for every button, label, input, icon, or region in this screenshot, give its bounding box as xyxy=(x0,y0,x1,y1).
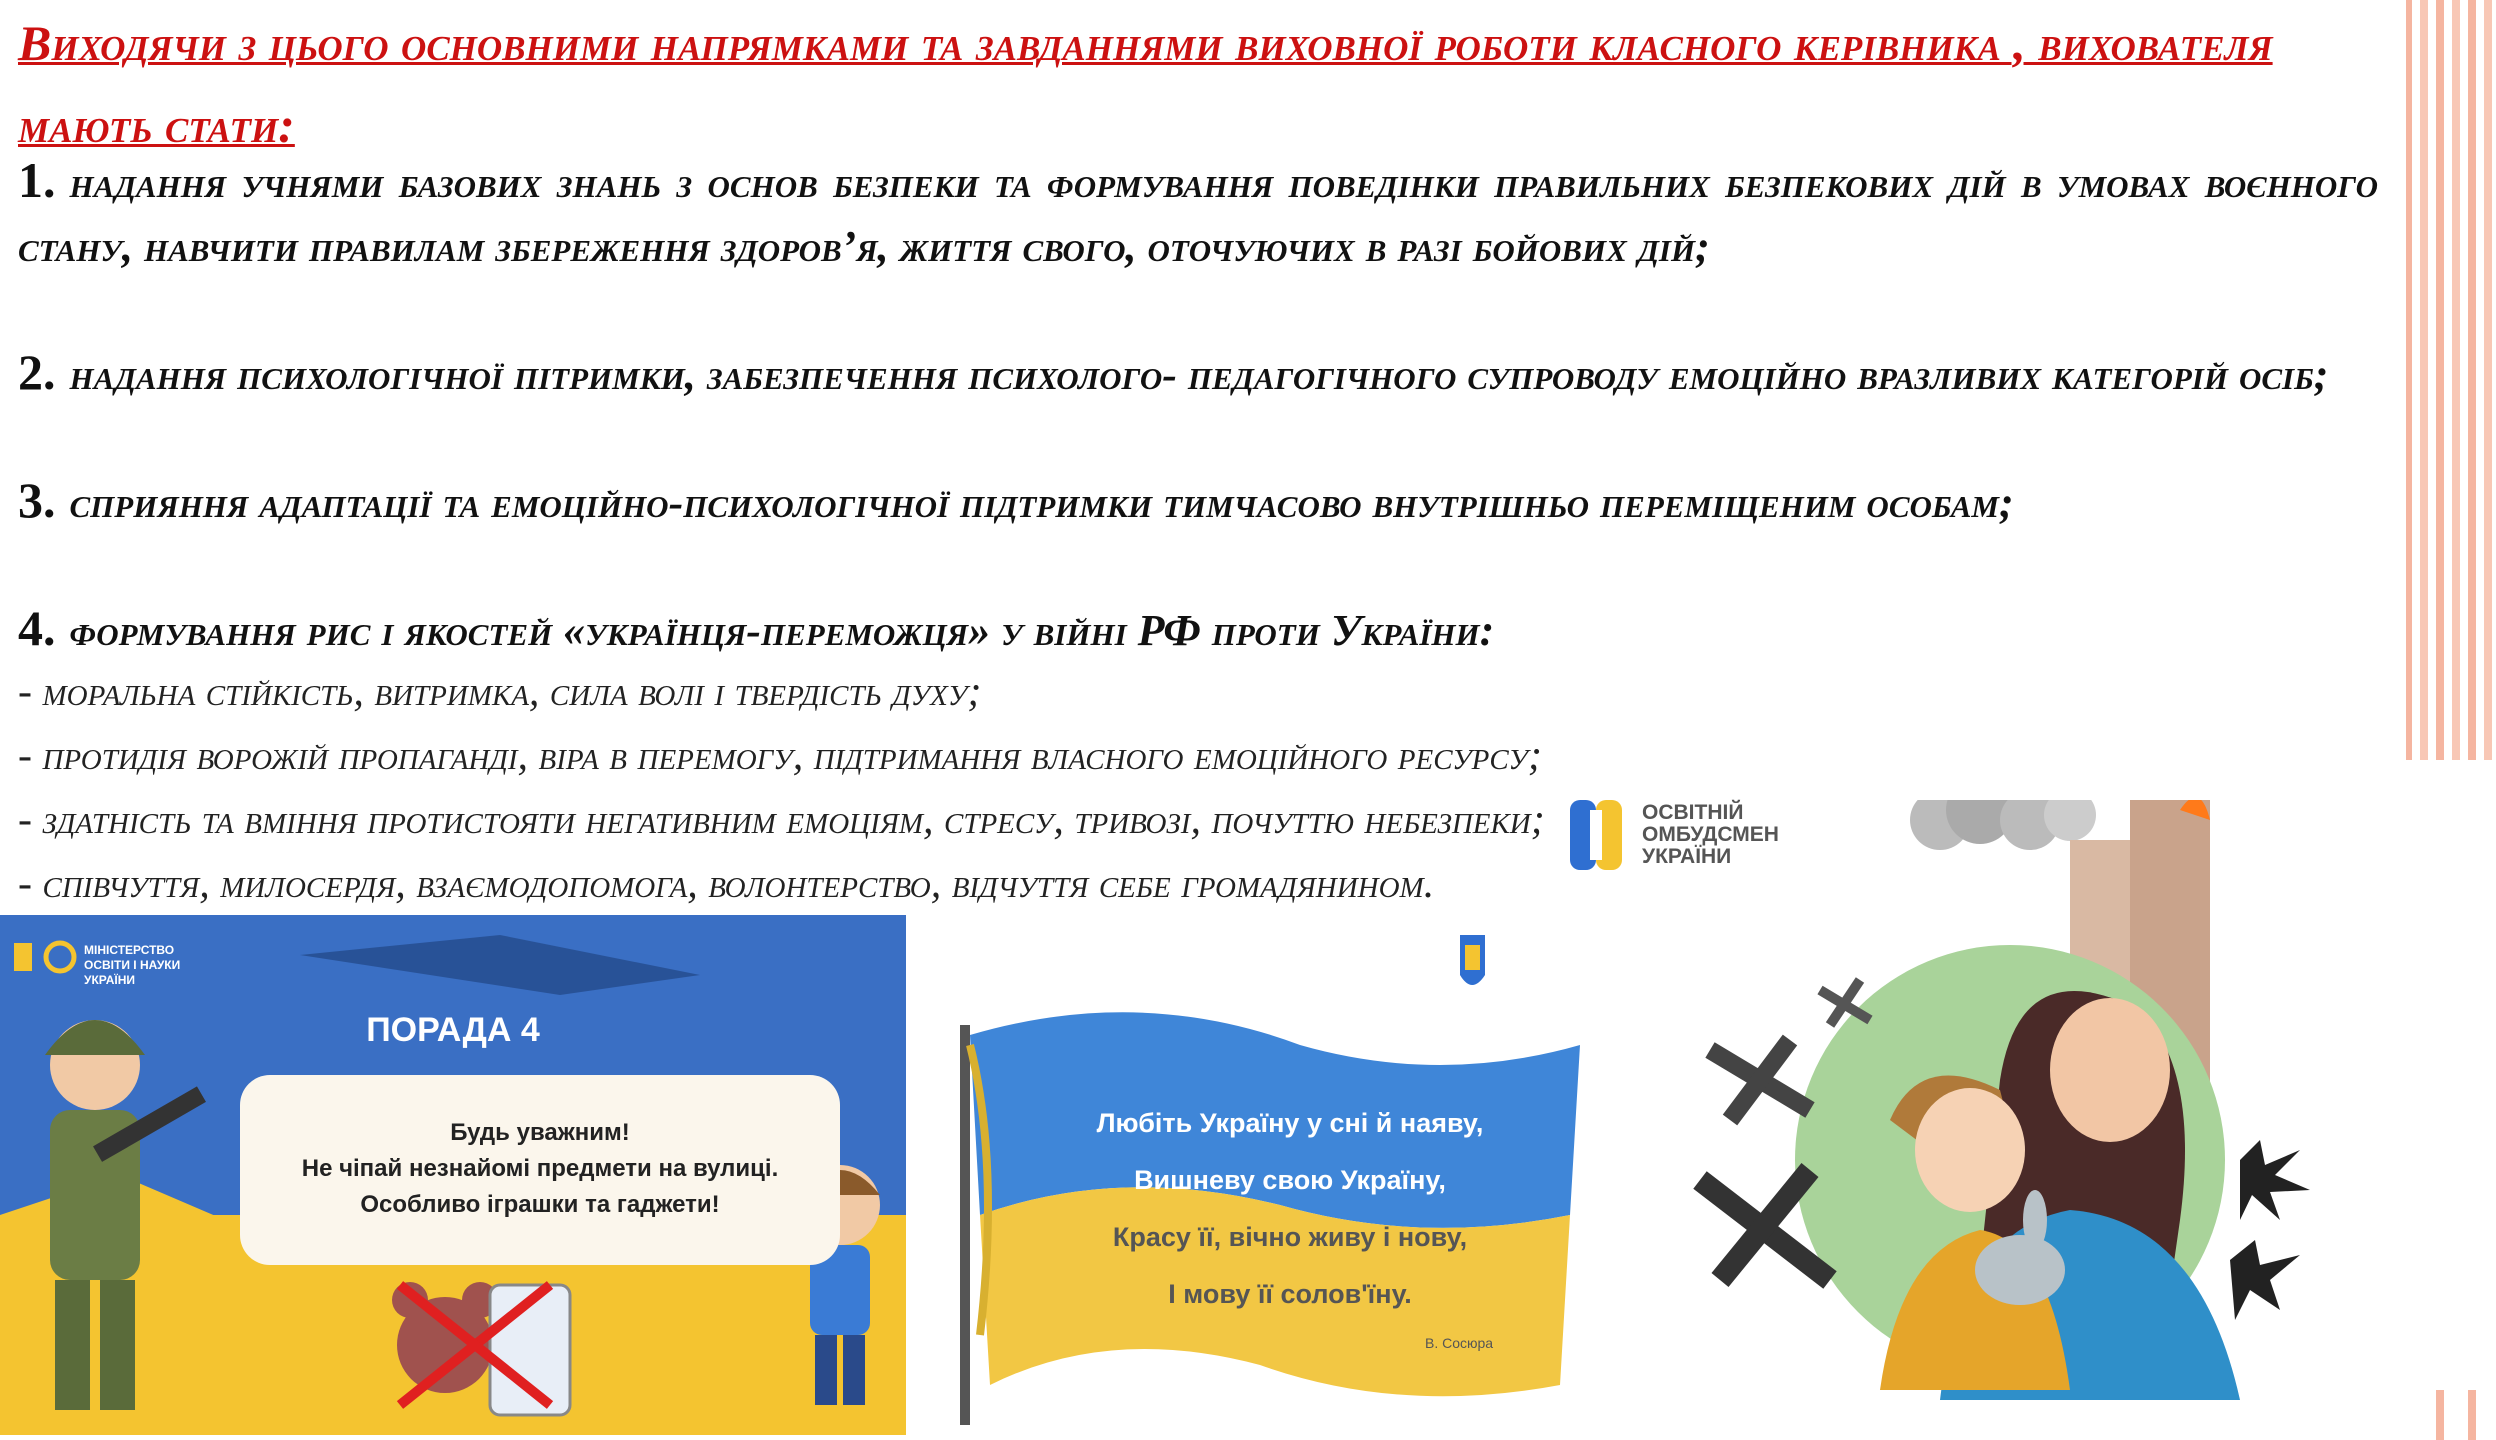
decorative-stripes xyxy=(2406,0,2496,760)
mother-child-icon xyxy=(1640,800,2340,1420)
sub-item: - протидія ворожій пропаганді, віра в перемогу, підтримання власного емоційного ресурсу; xyxy=(18,733,1542,779)
flag-poem-image xyxy=(940,915,1610,1435)
flag-poem-author: В. Сосюра xyxy=(1425,1335,1494,1351)
slide-heading: Виходячи з цього основними напрямками та завданнями виховної роботи класного керівника , вихователя мають стати: xyxy=(18,15,2273,153)
list-item: 1. надання учнями базових знань з основ безпеки та формування поведінки правильних безпекових дій в умовах воєнного стану, навчити правилам збереження здоров’я, життя свого, оточуючих в разі бойових дій; xyxy=(18,152,2378,271)
ministry-label: МІНІСТЕРСТВО ОСВІТИ І НАУКИ УКРАЇНИ xyxy=(84,943,181,987)
poster-title: ПОРАДА 4 xyxy=(366,1011,540,1049)
list-item: 2. надання психологічної пітримки, забезпечення психолого- педагогічного супроводу емоційно вразливих категорій осіб; xyxy=(18,344,2329,400)
poster-text: Будь уважним! Не чіпай незнайомі предмети на вулиці. Особливо іграшки та гаджети! xyxy=(301,1119,779,1218)
flag-poem: Любіть Україну у сні й наяву, Вишневу свою Україну, Красу її, вічно живу і нову, І мову її солов'їну. xyxy=(1096,1108,1484,1309)
mother-child-illustration xyxy=(1640,800,2340,1420)
list-item: 4. формування рис і якостей «українця-переможця» у війні РФ проти України: xyxy=(18,600,1495,656)
sub-item: - співчуття, милосердя, взаємодопомога, волонтерство, відчуття себе громадянином. xyxy=(18,861,1435,907)
decorative-stripes-bottom xyxy=(2406,1390,2496,1440)
sub-item: - моральна стійкість, витримка, сила волі і твердість духу; xyxy=(18,669,982,715)
list-item: 3. сприяння адаптації та емоційно-психологічної підтримки тимчасово внутрішньо переміщеним особам; xyxy=(18,472,2014,528)
ombudsman-logo-text: ОСВІТНІЙ ОМБУДСМЕН УКРАЇНИ xyxy=(1642,801,1779,868)
safety-tip-poster xyxy=(0,915,906,1435)
sub-item: - здатність та вміння протистояти негативним емоціям, стресу, тривозі, почуттю небезпеки; xyxy=(18,797,1545,843)
